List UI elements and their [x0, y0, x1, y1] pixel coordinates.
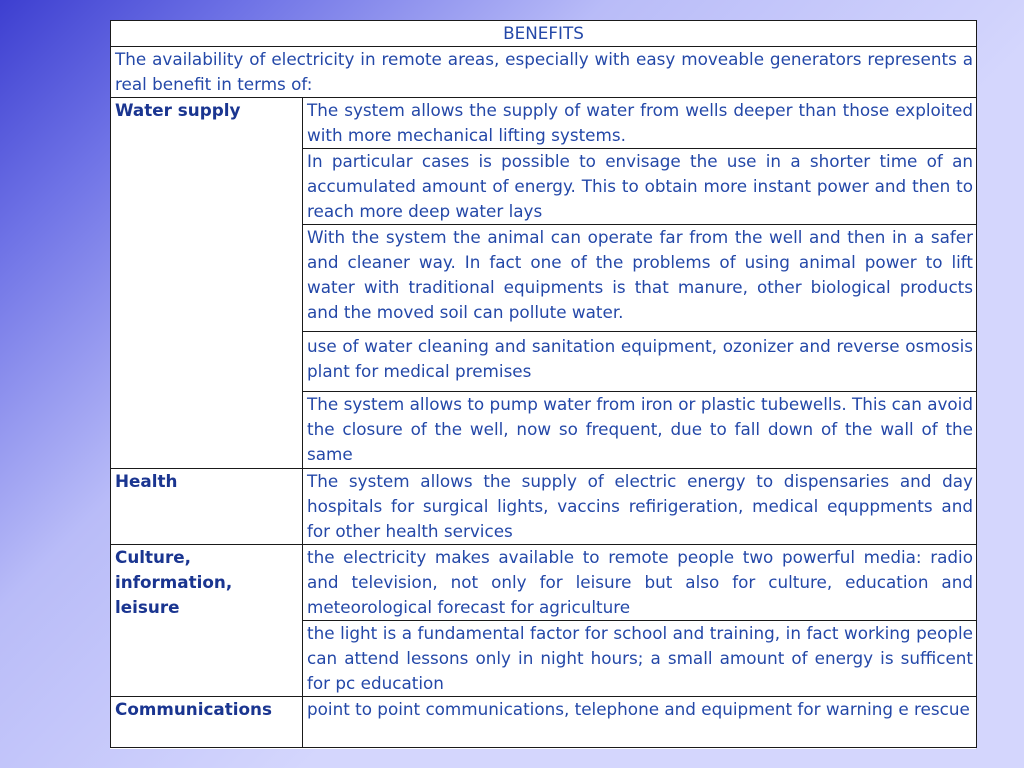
table-row — [111, 469, 977, 545]
category-water-supply: Water supply — [111, 98, 303, 469]
benefit-cell: use of water cleaning and sanitation equipment, ozonizer and reverse osmosis plant for medical premises — [303, 332, 977, 392]
benefits-table — [110, 20, 977, 748]
benefit-cell: the electricity makes available to remote people two powerful media: radio and television, not only for leisure but also for culture, education and meteorological forecast for agriculture — [303, 545, 977, 621]
table-row — [111, 98, 977, 149]
title-row — [111, 21, 977, 47]
category-communications: Communications — [111, 697, 303, 748]
table-row — [111, 545, 977, 621]
category-health: Health — [111, 469, 303, 545]
category-line: information, — [115, 572, 233, 592]
benefit-cell: the light is a fundamental factor for school and training, in fact working people can attend lessons only in night hours; a small amount of energy is sufficent for pc education — [303, 621, 977, 697]
category-line: Culture, — [115, 547, 192, 567]
benefit-cell: With the system the animal can operate far from the well and then in a safer and cleaner way. In fact one of the problems of using animal power to lift water with traditional equipments is that manure, other biological products and the moved soil can pollute water. — [303, 225, 977, 332]
category-line: leisure — [115, 597, 180, 617]
benefit-cell: point to point communications, telephone and equipment for warning e rescue — [303, 697, 977, 748]
intro-text: The availability of electricity in remote areas, especially with easy moveable generators represents a real benefit in terms of: — [111, 47, 977, 98]
category-culture — [111, 545, 303, 697]
benefit-cell: The system allows the supply of electric energy to dispensaries and day hospitals for surgical lights, vaccins refirigeration, medical equppments and for other health services — [303, 469, 977, 545]
benefits-slide — [110, 20, 976, 749]
intro-row — [111, 47, 977, 98]
table-title: BENEFITS — [111, 21, 977, 47]
benefit-cell: In particular cases is possible to envisage the use in a shorter time of an accumulated amount of energy. This to obtain more instant power and then to reach more deep water lays — [303, 149, 977, 225]
table-row — [111, 697, 977, 748]
benefit-cell: The system allows the supply of water from wells deeper than those exploited with more mechanical lifting systems. — [303, 98, 977, 149]
benefit-cell: The system allows to pump water from iron or plastic tubewells. This can avoid the closure of the well, now so frequent, due to fall down of the wall of the same — [303, 392, 977, 469]
